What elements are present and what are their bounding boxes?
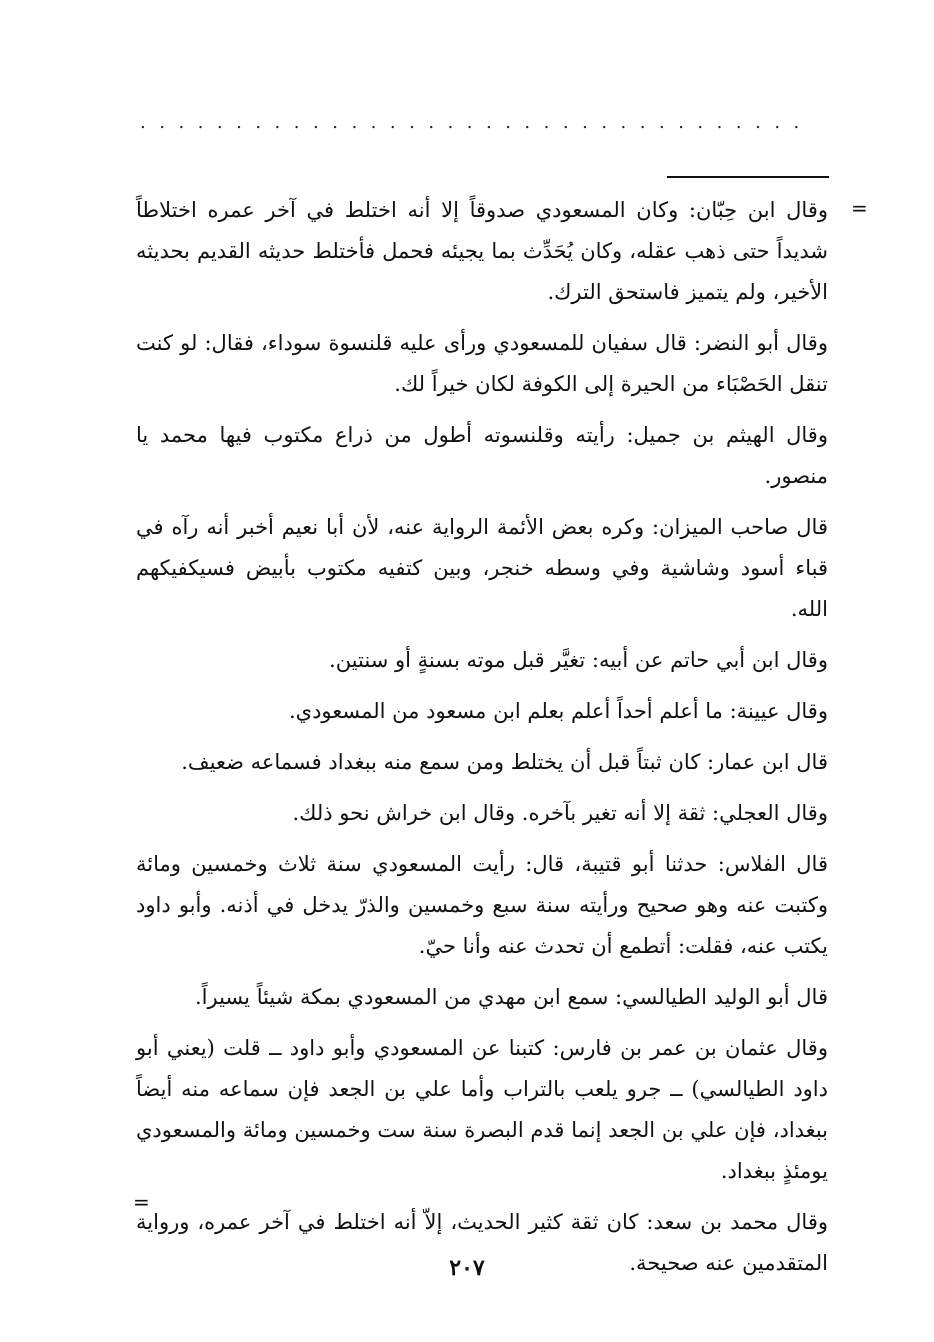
continuation-marker-bottom: =: [133, 1190, 150, 1214]
footnote-text-block: [136, 190, 828, 1294]
footnote-separator-rule: [667, 176, 829, 178]
paragraph-sahib-al-mizan: قال صاحب الميزان: وكره بعض الأئمة الرواية عنه، لأن أبا نعيم أخبر أنه رآه في قباء أسود وشاشية وفي وسطه خنجر، وبين كتفيه مكتوب بأبيض فسيكفيكهم الله.: [136, 515, 828, 621]
paragraph-ibn-ammar: قال ابن عمار: كان ثبتاً قبل أن يختلط ومن سمع منه ببغداد فسماعه ضعيف.: [181, 750, 828, 774]
paragraph-ibn-hibban: وقال ابن حِبّان: وكان المسعودي صدوقاً إلا أنه اختلط في آخر عمره اختلاطاً شديداً حتى ذهب عقله، وكان يُحَدِّث بما يجيئه فحمل فأختلط حديثه القديم بحديثه الأخير، ولم يتميز فاستحق الترك.: [136, 198, 828, 304]
paragraph-al-ijli: وقال العجلي: ثقة إلا أنه تغير بآخره. وقال ابن خراش نحو ذلك.: [292, 801, 828, 825]
paragraph-ibn-abi-hatim: وقال ابن أبي حاتم عن أبيه: تغيَّر قبل موته بسنةٍ أو سنتين.: [329, 648, 828, 672]
paragraph-uyayna: وقال عيينة: ما أعلم أحداً أعلم بعلم ابن مسعود من المسعودي.: [288, 699, 828, 723]
paragraph-al-haytham: وقال الهيثم بن جميل: رأيته وقلنسوته أطول من ذراع مكتوب فيها محمد يا منصور.: [136, 423, 828, 488]
top-dotted-line: ...................................: [140, 112, 813, 133]
paragraph-uthman-bin-umar: وقال عثمان بن عمر بن فارس: كتبنا عن المسعودي وأبو داود ــ قلت (يعني أبو داود الطيالسي) ــ جرو يلعب بالتراب وأما علي بن الجعد فإن سماعه منه أيضاً ببغداد، فإن علي بن الجعد إنما قدم البصرة سنة ست وخمسين ومائة والمسعودي يومئذٍ ببغداد.: [136, 1036, 828, 1183]
continuation-marker-top: =: [851, 196, 868, 220]
paragraph-muhammad-bin-saad: وقال محمد بن سعد: كان ثقة كثير الحديث، إلاّ أنه اختلط في آخر عمره، ورواية المتقدمين عنه صحيحة.: [136, 1210, 828, 1275]
paragraph-abu-al-walid: قال أبو الوليد الطيالسي: سمع ابن مهدي من المسعودي بمكة شيئاً يسيراً.: [195, 985, 828, 1009]
page-number: ٢٠٧: [449, 1255, 485, 1281]
paragraph-al-fallas: قال الفلاس: حدثنا أبو قتيبة، قال: رأيت المسعودي سنة ثلاث وخمسين ومائة وكتبت عنه وهو صحيح ورأيته سنة سبع وخمسين والذرّ يدخل في أذنه. وأبو داود يكتب عنه، فقلت: أتطمع أن تحدث عنه وأنا حيّ.: [136, 852, 828, 958]
paragraph-abu-al-nadr: وقال أبو النضر: قال سفيان للمسعودي ورأى عليه قلنسوة سوداء، فقال: لو كنت تنقل الحَصْبَاء من الحيرة إلى الكوفة لكان خيراً لك.: [136, 331, 828, 396]
